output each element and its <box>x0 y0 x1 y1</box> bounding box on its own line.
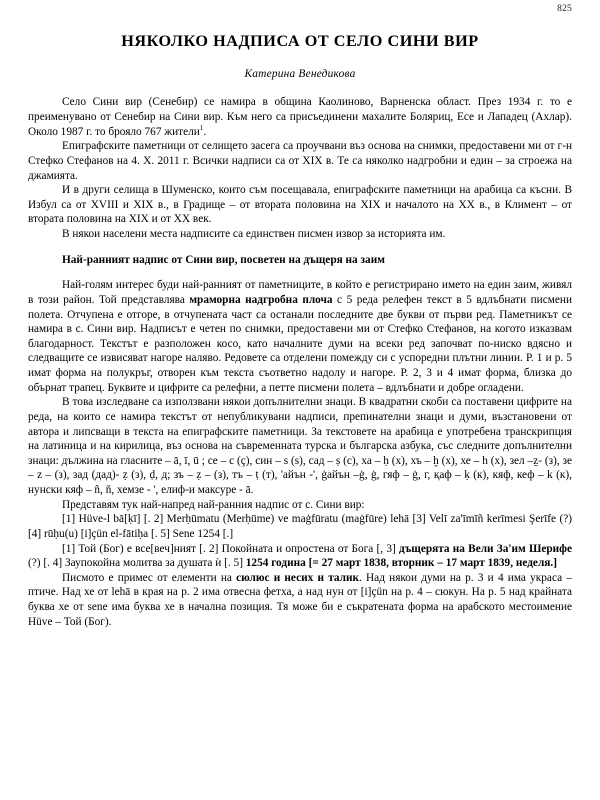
paragraph-script-description <box>28 571 572 630</box>
paragraph-intro-text-c: . <box>203 125 207 138</box>
translation-daughter-emphasis: дъщерята на Вели За'им Шерифе <box>398 542 572 555</box>
paragraph-transcription-signs: В това изследване са използвани някои допълнителни знаци. В квадратни скоби са поставени цифрите на реда, на които се намира текстът от непубликувани надписи, препинателни знаци и думи, възстановени от автора и липсващи в текста на епиграфските паметници. За текстовете на арабица е употребена транскрипция на латиница и на кирилица, въз основа на съвременната турска и българска азбука, със следните допълнителни знаци: дължина на гласните – ā, ī, ū ; ce – c (ç), син – s (s), сад – ṣ (с), ха – ḥ (х), хъ – ḫ (х), хе – h (х), зел –ẕ- (з), зе – z – (з), зад (дад)- ẓ (з), ḍ, д; зъ – ẓ – (з), тъ – ṭ (т), 'айън -', ġайън –ġ, ġ, гяф – ġ, г, қаф – ḳ (к), кяф, кеф – k (к), нунски кяф – ñ, ň, хемзе - ', елиф-и максуре - ā. <box>28 396 572 497</box>
paragraph-written-source: В някои населени места надписите са единствен писмен извор за историята им. <box>62 228 446 241</box>
page-number: 825 <box>557 4 572 14</box>
author-name: Катерина Венедикова <box>244 68 356 81</box>
paragraph-earliest-text-b: с 5 реда релефен текст в 5 вдлъбнати писмени полета. Отчупена е отгоре, в отчупената част са останали последните две букви от първи ред. Паметникът се намира в с. Сини вир. Надписът е четен по снимки, предоставени ми от Стефко Стефанов, на когото изказвам благодарност. Текстът е разположен косо, като началните думи на всеки ред започват по-ниско вдясно и следващите се извисяват нагоре наляво. Редовете са отделени помежду си с успоредни плътни линии. Р. 1 и р. 5 имат форма на полукръг, отворен към текста съответно надолу и нагоре. Р. 2, 3 и 4 имат форма, близка до обърнат трапец. Буквите и цифрите са релефни, а петте писмени полета – вдлъбнати и добре огладени. <box>28 293 572 394</box>
translation-text-a: [1] Той (Бог) е все[веч]ният [. 2] Покойната и опростена от Бога [, 3] <box>62 542 399 555</box>
translation-date-emphasis: 1254 година [= 27 март 1838, вторник – 17 март 1839, неделя.] <box>245 557 557 570</box>
paragraph-other-settlements: И в други селища в Шуменско, които съм посещавала, епиграфските паметници на арабица са късни. В Избул са от XVIII и XIX в., в Градище – от втората половина на XIX и началото на XX в., в Климент – от втората половина на XIX и от XX век. <box>28 184 572 226</box>
page-content <box>28 28 572 629</box>
footnote-marker: 1 <box>199 122 204 132</box>
script-styles-emphasis: сюлюс и несих и талик <box>236 571 359 584</box>
marble-tombstone-emphasis: мраморна надгробна плоча <box>189 293 333 306</box>
paragraph-earliest-text-a: Най-голям интерес буди най-ранният от паметниците, в който е регистрирано името на един заим, живял в този район. Той представлява <box>28 279 572 306</box>
page-title: НЯКОЛКО НАДПИСА ОТ СЕЛО СИНИ ВИР <box>121 32 479 50</box>
paragraph-presenting-inscription: Представям тук най-напред най-ранния надпис от с. Сини вир: <box>62 498 365 511</box>
translation-bulgarian <box>28 542 572 571</box>
paragraph-epigraphic-monuments: Епиграфските паметници от селището засега са проучвани въз основа на снимки, предоставени ми от г-н Стефко Стефанов на 4. X. 2011 г. Всички надписи са от XIX в. Те са няколко надгробни и един – за строежа на джамията. <box>28 140 572 182</box>
paragraph-intro-text-a: Село Сини вир (Сенебир) се намира в община Каолиново, Варненска област. През 1934 г. то е преименувано от Сенебир на Сини вир. Към него са присъединени махалите Боляриц, Есе и Лападец (Ахлар). Около 1987 г. то броял <box>28 96 572 138</box>
paragraph-script-text-b: . Над някои думи на р. 3 и 4 има украса – птиче. Над хе от lehā в края на р. 2 има отвесна фетха, а над нун от [i]çün на р. 4 – сюкун. На р. 5 над крайната буква хе от sene има буква хе в начална позиция. Тя може би е съкратената форма на арабското местоимение Hüve – Той (Бог). <box>28 571 572 628</box>
paragraph-earliest-monument <box>28 278 572 395</box>
paragraph-script-text-a: Писмото е примес от елементи на <box>62 571 237 584</box>
paragraph-intro <box>28 95 572 139</box>
transliteration-latin: [1] Hüve-l bā[ḳī] [. 2] Merḥūmatu (Merḥūme) ve maġfūratu (maġfūre) lehā [3] Velī za'īmīñ kerīmesi Şerīfe (?) [4] rūḥu(u) [i]çün el-fātiḥa [. 5] Sene 1254 [.] <box>28 513 572 540</box>
section-subheading: Най-ранният надпис от Сини вир, посветен на дъщеря на заим <box>62 253 385 266</box>
paragraph-intro-text-b: о 767 жители <box>136 125 200 138</box>
translation-text-b: (?) [. 4] Заупокойна молитва за душата ѝ [. 5] <box>28 557 246 570</box>
